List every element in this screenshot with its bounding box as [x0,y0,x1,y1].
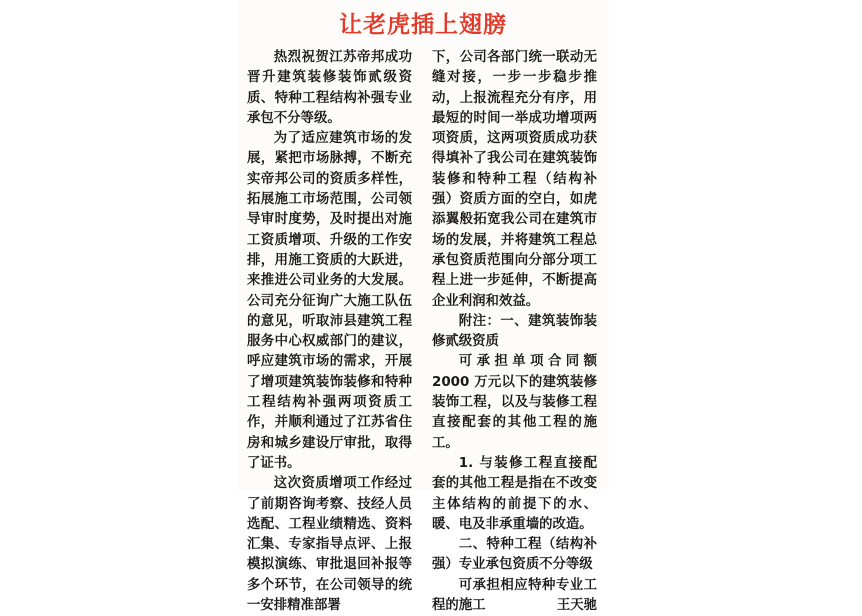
paragraph: 下，公司各部门统一联动无缝对接，一步一步稳步推动，上报流程充分有序，用最短的时间一举成功增项两项资质，这两项资质成功获得填补了我公司在建筑装饰装修和特种工程（结构补强）资质方面的空白，如虎添翼般拓宽我公司在建筑市场的发展，并将建筑工程总承包资质范围向分部分项工程上进一步延伸，不断提高企业利润和效益。 [432,50,597,309]
paragraph: 二、特种工程（结构补强）专业承包资质不分等级 [432,537,597,573]
article-left-column [247,48,412,616]
paragraph: 1. 与装修工程直接配套的其他工程是指在不改变主体结构的前提下的水、暖、电及非承重墙的改造。 [432,455,597,532]
newspaper-page [237,0,609,614]
paragraph: 附注：一、建筑装饰装修贰级资质 [432,313,597,350]
paragraph: 可承担相应特种专业工程的施工 [432,577,597,614]
article-title: 让老虎插上翅膀 [339,12,507,38]
paragraph: 为了适应建筑市场的发展，紧把市场脉搏，不断充实帝邦公司的资质多样性，拓展施工市场范围，公司领导审时度势，及时提出对施工资质增项、升级的工作安排，用施工资质的大跃进，来推进公司业务的大发展。公司充分征询广大施工队伍的意见，听取沛县建筑工程服务中心权威部门的建议，呼应建筑市场的需求，开展了增项建筑装饰装修和特种工程结构补强两项资质工作，并顺利通过了江苏省住房和城乡建设厅审批，取得了证书。 [247,131,412,471]
paragraph: 这次资质增项工作经过了前期咨询考察、技经人员选配、工程业绩精选、资料汇集、专家指导点评、上报模拟演练、审批退回补报等多个环节，在公司领导的统一安排精准部署 [247,476,412,614]
paragraph: 可承担单项合同额 2000 万元以下的建筑装修装饰工程，以及与装修工程直接配套的其他工程的施工。 [432,354,597,451]
paragraph: 热烈祝贺江苏帝邦成功晋升建筑装修装饰贰级资质、特种工程结构补强专业承包不分等级。 [247,50,412,126]
author-signature: 王天驰 [556,598,597,614]
article-right-column [432,48,597,616]
